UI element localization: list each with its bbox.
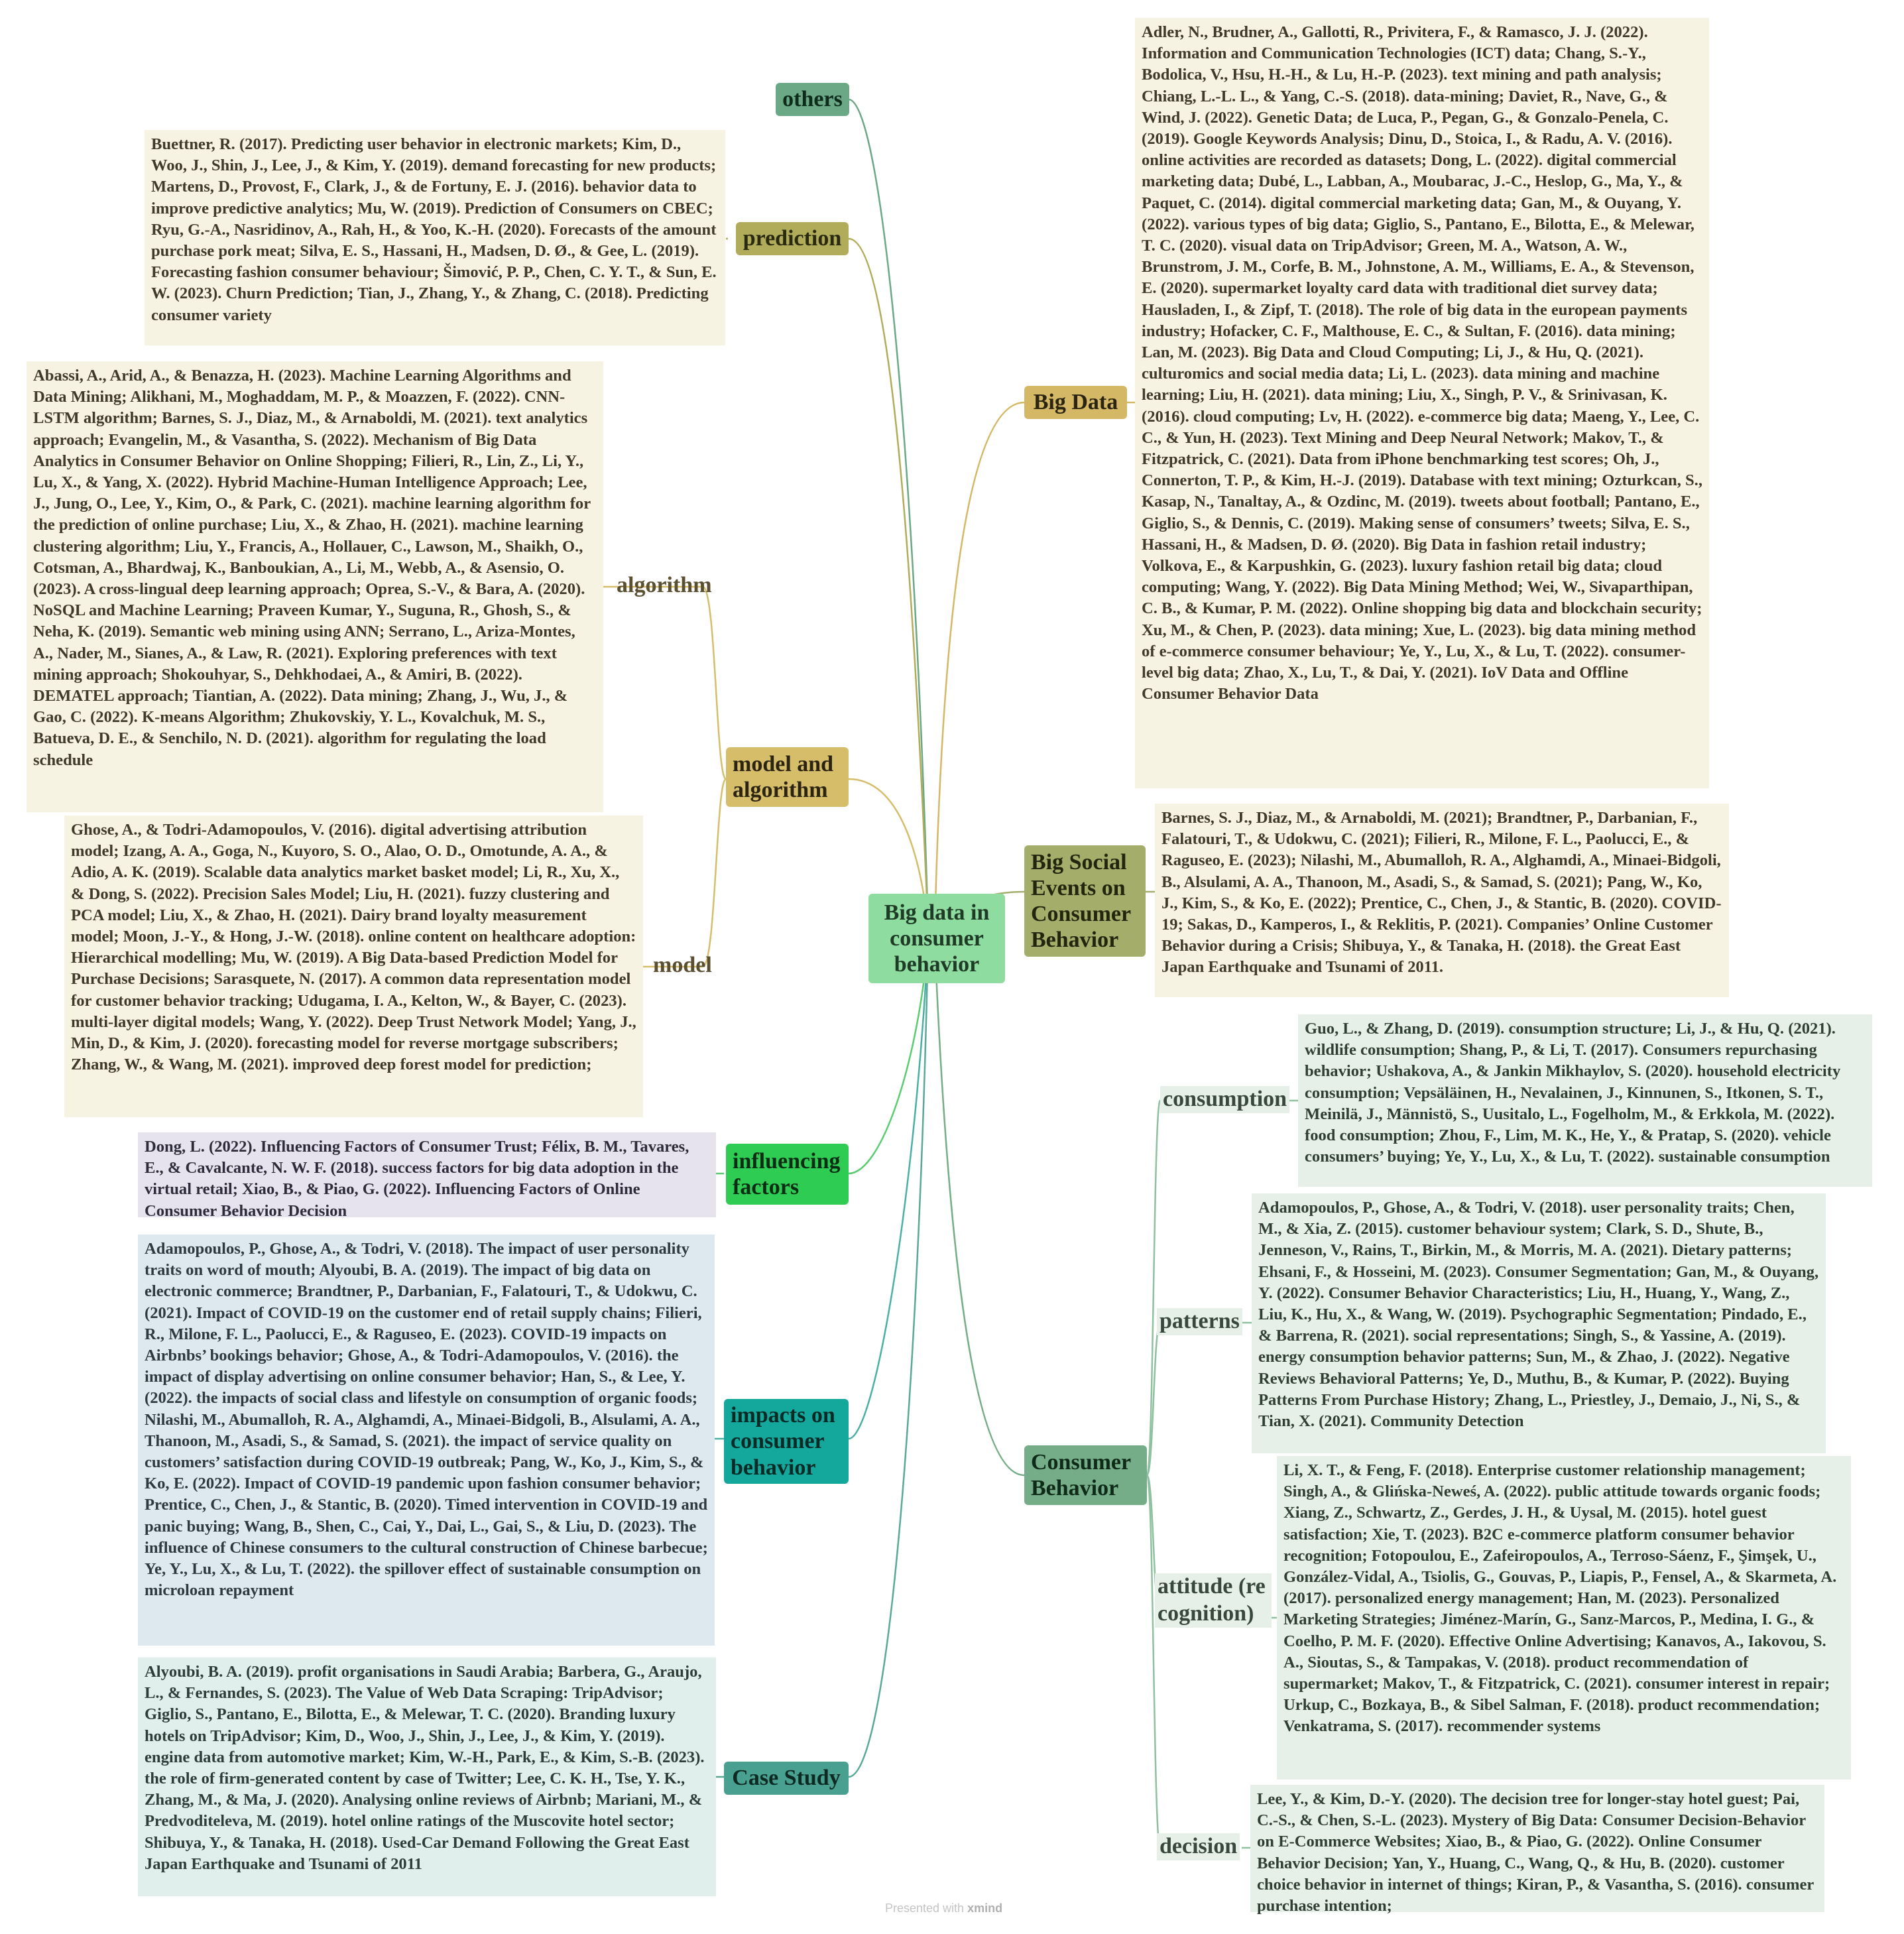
attitude-references: Li, X. T., & Feng, F. (2018). Enterprise customer relationship management; Singh, A., & Glińska-Neweś, A. (2022). public attitude towards organic foods; Xiang, Z., Schwartz, Z., Gerdes, J. H., & Uysal, M. (2015). hotel guest satisfaction; Xie, T. (2023). B2C e-commerce platform consumer behavior recognition; Fotopoulou, E., Zafeiropoulos, A., Terroso-Sáenz, F., Şimşek, U., González-Vidal, A., Tsiolis, G., Gouvas, P., Liapis, P., Fensel, A., & Skarmeta, A. (2017). personalized energy management; Han, M. (2023). Personalized Marketing Strategies; Jiménez-Marín, G., Sanz-Marcos, P., Medina, I. G., & Coelho, P. M. F. (2020). Effective Online Advertising; Kanavos, A., Iakovou, S. A., Sioutas, S., & Tampakas, V. (2018). product recommendation of supermarket; Makov, T., & Fitzpatrick, C. (2021). consumer interest in repair; Urkup, C., Bozkaya, B., & Sibel Salman, F. (2018). product recommendation; Venkatrama, S. (2017). recommender systems: [1277, 1456, 1851, 1780]
topic-prediction[interactable]: [736, 222, 849, 255]
topic-impacts-on-consumer-behavior[interactable]: [724, 1399, 849, 1484]
influencing-references: Dong, L. (2022). Influencing Factors of Consumer Trust; Félix, B. M., Tavares, E., & Cavalcante, N. W. F. (2018). success factors for big data adoption in the virtual retail; Xiao, B., & Piao, G. (2022). Influencing Factors of Online Consumer Behavior Decision: [138, 1132, 716, 1217]
link-prediction: [849, 239, 928, 928]
link-impacts: [849, 941, 928, 1439]
topic-case-study-label: Case Study: [732, 1766, 841, 1791]
impacts-references: Adamopoulos, P., Ghose, A., & Todri, V. (2018). The impact of user personality traits on word of mouth; Alyoubi, B. A. (2019). The impact of big data on electronic commerce; Brandtner, P., Darbanian, F., Falatouri, T., & Udokwu, C. (2021). Impact of COVID-19 on the customer end of retail supply chains; Filieri, R., Milone, F. L., Paolucci, E., & Raguseo, E. (2023). COVID-19 impacts on Airbnbs’ bookings behavior; Ghose, A., & Todri-Adamopoulos, V. (2016). the impact of display advertising on online consumer behavior; Han, S., & Lee, Y. (2022). the impacts of social class and lifestyle on consumption of organic foods; Nilashi, M., Abumalloh, R. A., Alghamdi, A., Minaei-Bidgoli, B., Alsulami, A. A., Thanoon, M., Asadi, S., & Samad, S. (2021). the impact of service quality on customers’ satisfaction during COVID-19 outbreak; Pang, W., Ko, J., Kim, S., & Ko, E. (2022). Impact of COVID-19 pandemic upon fashion consumer behavior; Prentice, C., Chen, J., & Stantic, B. (2020). Timed intervention in COVID-19 and panic buying; Wang, B., Shen, C., Cai, Y., Dai, L., Gai, S., & Liu, D. (2023). The influence of Chinese consumers to the cultural construction of Chinese barbecue; Ye, Y., Lu, X., & Lu, T. (2022). the spillover effect of sustainable consumption on microloan repayment: [138, 1235, 715, 1646]
topic-model-and-algorithm[interactable]: [726, 747, 849, 807]
algorithm-references: Abassi, A., Arid, A., & Benazza, H. (2023). Machine Learning Algorithms and Data Mining; Alikhani, M., Moghaddam, M. P., & Moazzen, F. (2022). CNN-LSTM algorithm; Barnes, S. J., Diaz, M., & Arnaboldi, M. (2021). text analytics approach; Evangelin, M., & Vasantha, S. (2022). Mechanism of Big Data Analytics in Consumer Behavior on Online Shopping; Filieri, R., Lin, Z., Li, Y., Lu, X., & Yang, X. (2022). Hybrid Machine-Human Intelligence Approach; Lee, J., Jung, O., Lee, Y., Kim, O., & Park, C. (2021). machine learning algorithm for the prediction of online purchase; Liu, X., & Zhao, H. (2021). machine learning clustering algorithm; Liu, Y., Francis, A., Hollauer, C., Lawson, M., Shaikh, O., Cotsman, A., Bhardwaj, K., Banboukian, A., Li, M., Webb, A., & Asensio, O. (2023). A cross-lingual deep learning approach; Oprea, S.-V., & Bara, A. (2020). NoSQL and Machine Learning; Praveen Kumar, Y., Suguna, R., Ghosh, S., & Neha, K. (2019). Semantic web mining using ANN; Serrano, L., Ariza-Montes, A., Nader, M., Sianes, A., & Law, R. (2021). Exploring preferences with text mining approach; Shokouhyar, S., Dehkhodaei, A., & Amiri, B. (2022). DEMATEL approach; Tiantian, A. (2022). Data mining; Zhang, J., Wu, J., & Gao, C. (2022). K-means Algorithm; Zhukovskiy, Y. L., Kovalchuk, M. S., Batueva, D. E., & Senchilo, N. D. (2021). algorithm for regulating the load schedule: [27, 361, 603, 812]
subtopic-attitude-recognition[interactable]: attitude (recognition): [1155, 1573, 1272, 1628]
topic-impacts-label: impacts on consumer behavior: [731, 1403, 835, 1480]
topic-others[interactable]: [776, 83, 849, 116]
link-consumer: [935, 941, 1024, 1475]
footer-credit: [885, 1902, 1002, 1915]
topic-influencing-factors-label: influencing factors: [733, 1148, 841, 1199]
decision-references: Lee, Y., & Kim, D.-Y. (2020). The decision tree for longer-stay hotel guest; Pai, C.-S., & Chen, S.-L. (2023). Mystery of Big Data: Consumer Decision-Behavior on E-Commerce Websites; Xiao, B., & Piao, G. (2022). Online Consumer Behavior Decision; Yan, Y., Huang, C., Wang, Q., & Hu, B. (2020). customer choice behavior in internet of things; Kiran, P., & Vasantha, S. (2016). consumer purchase intention;: [1250, 1785, 1824, 1912]
prediction-references: Buettner, R. (2017). Predicting user behavior in electronic markets; Kim, D., Woo, J., Shin, J., Lee, J., & Kim, Y. (2019). demand forecasting for new products; Martens, D., Provost, F., Clark, J., & de Fortuny, E. J. (2016). behavior data to improve predictive analytics; Mu, W. (2019). Prediction of Consumers on CBEC; Ryu, G.-A., Nasridinov, A., Rah, H., & Yoo, K.-H. (2020). Forecasts of the amount purchase pork meat; Silva, E. S., Hassani, H., Madsen, D. Ø., & Gee, L. (2019). Forecasting fashion consumer behaviour; Šimović, P. P., Chen, C. Y. T., & Sun, E. W. (2023). Churn Prediction; Tian, J., Zhang, Y., & Zhang, C. (2018). Predicting consumer variety: [145, 130, 725, 345]
model-references: Ghose, A., & Todri-Adamopoulos, V. (2016). digital advertising attribution model; Izang, A. A., Goga, N., Kuyoro, S. O., Alao, O. D., Omotunde, A. A., & Adio, A. K. (2019). Scalable data analytics market basket model; Li, R., Xu, X., & Dong, S. (2022). Precision Sales Model; Liu, H. (2021). fuzzy clustering and PCA model; Liu, X., & Zhao, H. (2021). Dairy brand loyalty measurement model; Moon, J.-Y., & Hong, J.-W. (2018). online content on healthcare adoption: Hierarchical modelling; Mu, W. (2019). A Big Data-based Prediction Model for Purchase Decisions; Sarasquete, N. (2017). A common data representation model for customer behavior tracking; Udugama, I. A., Kelton, W., & Bayer, C. (2023). multi-layer digital models; Wang, Y. (2022). Deep Trust Network Model; Yang, J., Min, D., & Kim, J. (2020). forecasting model for reverse mortgage subscribers; Zhang, W., & Wang, M. (2021). improved deep forest model for prediction;: [64, 816, 643, 1117]
subtopic-model[interactable]: model: [653, 953, 712, 977]
topic-big-data[interactable]: [1024, 386, 1127, 419]
big-data-references: Adler, N., Brudner, A., Gallotti, R., Privitera, F., & Ramasco, J. J. (2022). Information and Communication Technologies (ICT) data; Chang, S.-Y., Bodolica, V., Hsu, H.-H., & Lu, H.-P. (2023). text mining and path analysis; Chiang, L.-L. L., & Yang, C.-S. (2018). data-mining; Daviet, R., Nave, G., & Wind, J. (2022). Genetic Data; de Luca, P., Pegan, G., & Gonzalo-Penela, C. (2019). Google Keywords Analysis; Dinu, D., Stoica, I., & Radu, A. V. (2016). online activities are recorded as datasets; Dong, L. (2022). digital commercial marketing data; Dubé, L., Labban, A., Moubarac, J.-C., Heslop, G., Ma, Y., & Paquet, C. (2014). digital commercial marketing data; Gan, M., & Ouyang, Y. (2022). various types of big data; Giglio, S., Pantano, E., Bilotta, E., & Melewar, T. C. (2020). visual data on TripAdvisor; Green, M. A., Watson, A. W., Brunstrom, J. M., Corfe, B. M., Johnstone, A. M., Williams, E. A., & Stevenson, E. (2020). supermarket loyalty card data with traditional diet survey data; Hausladen, I., & Zipf, T. (2018). The role of big data in the european payments industry; Hofacker, C. F., Malthouse, E. C., & Sultan, F. (2016). data mining; Lan, M. (2023). Big Data and Cloud Computing; Li, J., & Hu, Q. (2021). culturomics and social media data; Li, L. (2023). data mining and machine learning; Liu, H. (2021). data mining; Liu, X., Singh, P. V., & Srinivasan, K. (2016). cloud computing; Lv, H. (2022). e-commerce big data; Maeng, Y., Lee, C. C., & Yun, H. (2023). Text Mining and Deep Neural Network; Makov, T., & Fitzpatrick, C. (2021). Data from iPhone benchmarking test scores; Oh, J., Connerton, T. P., & Kim, H.-J. (2019). Database with text mining; Ozturkcan, S., Kasap, N., Tanaltay, A., & Ozdinc, M. (2019). tweets about football; Pantano, E., Giglio, S., & Dennis, C. (2019). Making sense of consumers’ tweets; Silva, E. S., Hassani, H., & Madsen, D. Ø. (2020). Big Data in fashion retail industry; Volkova, E., & Karpushkin, G. (2023). luxury fashion retail big data; cloud computing; Wang, Y. (2022). Big Data Mining Method; Wei, W., Sivaparthipan, C. B., & Kumar, P. M. (2022). Online shopping big data and blockchain security; Xu, M., & Chen, P. (2023). data mining; Xue, L. (2023). big data mining method of e-commerce consumer behaviour; Ye, Y., Lu, X., & Lu, T. (2022). consumer-level big data; Zhao, X., Lu, T., & Dai, Y. (2021). IoV Data and Offline Consumer Behavior Data: [1135, 18, 1709, 788]
consumption-references: Guo, L., & Zhang, D. (2019). consumption structure; Li, J., & Hu, Q. (2021). wildlife consumption; Shang, P., & Li, T. (2017). Consumers repurchasing behavior; Ushakova, A., & Jankin Mikhaylov, S. (2020). household electricity consumption; Vepsäläinen, H., Nevalainen, J., Kinnunen, S., Itkonen, S. T., Meinilä, J., Männistö, S., Uusitalo, L., Fogelholm, M., & Erkkola, M. (2022). food consumption; Zhou, F., Lim, M. K., He, Y., & Pratap, S. (2020). vehicle consumers’ buying; Ye, Y., Lu, X., & Lu, T. (2022). sustainable consumption: [1298, 1014, 1872, 1187]
topic-prediction-label: prediction: [743, 226, 842, 251]
subtopic-consumption[interactable]: consumption: [1160, 1086, 1289, 1113]
topic-consumer-behavior[interactable]: [1024, 1445, 1147, 1505]
topic-big-data-label: Big Data: [1033, 390, 1118, 415]
topic-influencing-factors[interactable]: [726, 1144, 849, 1205]
topic-big-social-events-label: Big Social Events on Consumer Behavior: [1031, 849, 1131, 953]
topic-others-label: others: [782, 87, 843, 112]
case-study-references: Alyoubi, B. A. (2019). profit organisations in Saudi Arabia; Barbera, G., Araujo, L., & Fernandes, S. (2023). The Value of Web Data Scraping: TripAdvisor; Giglio, S., Pantano, E., Bilotta, E., & Melewar, T. C. (2020). Branding luxury hotels on TripAdvisor; Kim, D., Woo, J., Shin, J., Lee, J., & Kim, Y. (2019). engine data from automotive market; Kim, W.-H., Park, E., & Kim, S.-B. (2023). the role of firm-generated content by case of Twitter; Lee, C. K. H., Tse, Y. K., Zhang, M., & Ma, J. (2020). Analysing online reviews of Airbnb; Mariani, M., & Predvoditeleva, M. (2019). hotel online ratings of the Muscovite hotel sector; Shibuya, Y., & Tanaka, H. (2018). Used-Car Demand Following the Great East Japan Earthquake and Tsunami of 2011: [138, 1658, 716, 1896]
subtopic-patterns[interactable]: patterns: [1157, 1308, 1242, 1335]
topic-model-and-algorithm-label: model and algorithm: [733, 751, 834, 802]
footer-brand: xmind: [967, 1902, 1003, 1915]
topic-big-social-events[interactable]: [1024, 845, 1146, 957]
link-case-study: [849, 941, 928, 1777]
central-topic[interactable]: [868, 894, 1005, 983]
link-consumption: [1147, 1101, 1160, 1475]
footer-prefix: Presented with: [885, 1902, 965, 1915]
topic-case-study[interactable]: [724, 1762, 849, 1795]
subtopic-decision[interactable]: decision: [1157, 1833, 1240, 1860]
patterns-references: Adamopoulos, P., Ghose, A., & Todri, V. (2018). user personality traits; Chen, M., & Xia, Z. (2015). customer behaviour system; Clark, S. D., Shute, B., Jenneson, V., Rains, T., Birkin, M., & Morris, M. A. (2021). Dietary patterns; Ehsani, F., & Hosseini, M. (2023). Consumer Segmentation; Gan, M., & Ouyang, Y. (2022). Consumer Behavior Characteristics; Liu, H., Huang, Y., Wang, Z., Liu, K., Hu, X., & Wang, W. (2019). Psychographic Segmentation; Pindado, E., & Barrena, R. (2021). social representations; Singh, S., & Yassine, A. (2019). energy consumption behavior patterns; Sun, M., & Zhao, J. (2022). Negative Reviews Behavioral Patterns; Ye, D., Muthu, B., & Kumar, P. (2022). Buying Patterns From Purchase History; Zhang, L., Priestley, J., Demaio, J., Ni, S., & Tian, X. (2021). Community Detection: [1252, 1193, 1826, 1453]
link-algorithm: [603, 587, 726, 779]
link-others: [849, 99, 928, 928]
topic-consumer-behavior-label: Consumer Behavior: [1031, 1449, 1131, 1500]
central-topic-label: Big data in consumer behavior: [884, 900, 990, 977]
link-big-data: [935, 402, 1024, 928]
social-events-references: Barnes, S. J., Diaz, M., & Arnaboldi, M. (2021); Brandtner, P., Darbanian, F., Falatouri, T., & Udokwu, C. (2021); Filieri, R., Milone, F. L., Paolucci, E., & Raguseo, E. (2023); Nilashi, M., Abumalloh, R. A., Alghamdi, A., Minaei-Bidgoli, B., Alsulami, A. A., Thanoon, M., Asadi, S., & Samad, S. (2021); Pang, W., Ko, J., Kim, S., & Ko, E. (2022); Prentice, C., Chen, J., & Stantic, B. (2020). COVID-19; Sakas, D., Kamperos, I., & Reklitis, P. (2021). Companies’ Online Customer Behavior during a Crisis; Shibuya, Y., & Tanaka, H. (2018). the Great East Japan Earthquake and Tsunami of 2011.: [1155, 804, 1729, 997]
subtopic-algorithm[interactable]: algorithm: [617, 573, 712, 597]
